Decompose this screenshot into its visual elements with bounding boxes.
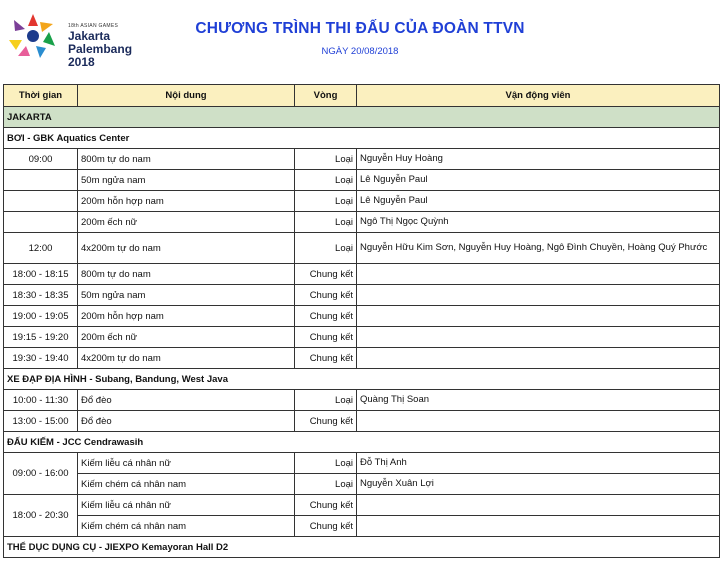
event-cell: 200m hỗn hợp nam: [78, 191, 295, 212]
athletes-cell: [357, 348, 720, 369]
page-date: NGÀY 20/08/2018: [321, 46, 399, 57]
athletes-cell: [357, 516, 720, 537]
athletes-cell: Nguyễn Hữu Kim Sơn, Nguyễn Huy Hoàng, Ngô Đình Chuyền, Hoàng Quý Phước: [357, 233, 720, 264]
table-row: [4, 474, 720, 495]
round-cell: Chung kết: [295, 411, 357, 432]
round-cell: Loại: [295, 390, 357, 411]
logo-line3: 2018: [68, 55, 95, 69]
page-header: [0, 0, 720, 84]
logo-small-text: 18th ASIAN GAMES: [68, 23, 119, 29]
event-cell: 50m ngửa nam: [78, 170, 295, 191]
time-cell: 09:00 - 16:00: [4, 453, 78, 495]
sport-title: BƠI - GBK Aquatics Center: [4, 128, 720, 149]
round-cell: Chung kết: [295, 495, 357, 516]
time-cell: 18:30 - 18:35: [4, 285, 78, 306]
table-row: [4, 327, 720, 348]
sport-title: THỂ DỤC DỤNG CỤ - JIEXPO Kemayoran Hall D2: [4, 537, 720, 558]
round-cell: Loại: [295, 191, 357, 212]
round-cell: Chung kết: [295, 327, 357, 348]
page-title: CHƯƠNG TRÌNH THI ĐẤU CỦA ĐOÀN TTVN: [195, 20, 525, 37]
athletes-cell: [357, 411, 720, 432]
athletes-cell: Nguyễn Xuân Lợi: [357, 474, 720, 495]
sport-title: XE ĐẠP ĐỊA HÌNH - Subang, Bandung, West Java: [4, 369, 720, 390]
sport-row-fencing: [4, 432, 720, 453]
round-cell: Chung kết: [295, 306, 357, 327]
time-cell: 09:00: [4, 149, 78, 170]
event-cell: 4x200m tự do nam: [78, 348, 295, 369]
schedule-table: [3, 84, 720, 558]
location-label: JAKARTA: [4, 107, 720, 128]
table-row: [4, 411, 720, 432]
round-cell: Chung kết: [295, 348, 357, 369]
sport-title: ĐẤU KIẾM - JCC Cendrawasih: [4, 432, 720, 453]
table-row: [4, 453, 720, 474]
event-cell: Kiếm chém cá nhân nam: [78, 516, 295, 537]
table-row: [4, 191, 720, 212]
athletes-cell: [357, 306, 720, 327]
event-cell: 200m ếch nữ: [78, 212, 295, 233]
event-cell: Đổ đèo: [78, 390, 295, 411]
time-cell: [4, 191, 78, 212]
event-cell: Kiếm liễu cá nhân nữ: [78, 453, 295, 474]
athletes-cell: [357, 327, 720, 348]
round-cell: Chung kết: [295, 285, 357, 306]
event-cell: 800m tự do nam: [78, 264, 295, 285]
table-row: [4, 149, 720, 170]
location-row: [4, 107, 720, 128]
round-cell: Loại: [295, 474, 357, 495]
event-cell: 4x200m tự do nam: [78, 233, 295, 264]
athletes-cell: Lê Nguyễn Paul: [357, 170, 720, 191]
time-cell: 18:00 - 20:30: [4, 495, 78, 537]
athletes-cell: Ngô Thị Ngọc Quỳnh: [357, 212, 720, 233]
table-header-row: [4, 85, 720, 107]
athletes-cell: Quàng Thị Soan: [357, 390, 720, 411]
round-cell: Loại: [295, 453, 357, 474]
table-row: [4, 233, 720, 264]
table-row: [4, 264, 720, 285]
col-event-header: Nội dung: [78, 85, 295, 107]
table-row: [4, 390, 720, 411]
time-cell: [4, 170, 78, 191]
athletes-cell: [357, 264, 720, 285]
table-row: [4, 306, 720, 327]
table-row: [4, 495, 720, 516]
time-cell: [4, 212, 78, 233]
time-cell: 10:00 - 11:30: [4, 390, 78, 411]
col-time-header: Thời gian: [4, 85, 78, 107]
athletes-cell: [357, 495, 720, 516]
event-cell: Kiếm liễu cá nhân nữ: [78, 495, 295, 516]
event-cell: 200m ếch nữ: [78, 327, 295, 348]
table-row: [4, 212, 720, 233]
table-row: [4, 348, 720, 369]
time-cell: 19:30 - 19:40: [4, 348, 78, 369]
table-row: [4, 516, 720, 537]
logo-line1: Jakarta: [68, 29, 111, 43]
table-row: [4, 170, 720, 191]
round-cell: Loại: [295, 212, 357, 233]
sport-row-gymnastics: [4, 537, 720, 558]
athletes-cell: Đỗ Thị Anh: [357, 453, 720, 474]
time-cell: 18:00 - 18:15: [4, 264, 78, 285]
time-cell: 19:15 - 19:20: [4, 327, 78, 348]
event-cell: 50m ngửa nam: [78, 285, 295, 306]
round-cell: Loại: [295, 149, 357, 170]
athletes-cell: Lê Nguyễn Paul: [357, 191, 720, 212]
round-cell: Loại: [295, 170, 357, 191]
event-cell: Kiếm chém cá nhân nam: [78, 474, 295, 495]
table-row: [4, 285, 720, 306]
time-cell: 19:00 - 19:05: [4, 306, 78, 327]
sport-row-mountain-bike: [4, 369, 720, 390]
sport-row-swimming: [4, 128, 720, 149]
round-cell: Loại: [295, 233, 357, 264]
event-cell: 200m hỗn hợp nam: [78, 306, 295, 327]
logo-line2: Palembang: [68, 42, 133, 56]
athletes-cell: [357, 285, 720, 306]
time-cell: 13:00 - 15:00: [4, 411, 78, 432]
round-cell: Chung kết: [295, 264, 357, 285]
event-cell: Đổ đèo: [78, 411, 295, 432]
round-cell: Chung kết: [295, 516, 357, 537]
time-cell: 12:00: [4, 233, 78, 264]
athletes-cell: Nguyễn Huy Hoàng: [357, 149, 720, 170]
event-cell: 800m tự do nam: [78, 149, 295, 170]
col-round-header: Vòng: [295, 85, 357, 107]
col-athletes-header: Vận động viên: [357, 85, 720, 107]
